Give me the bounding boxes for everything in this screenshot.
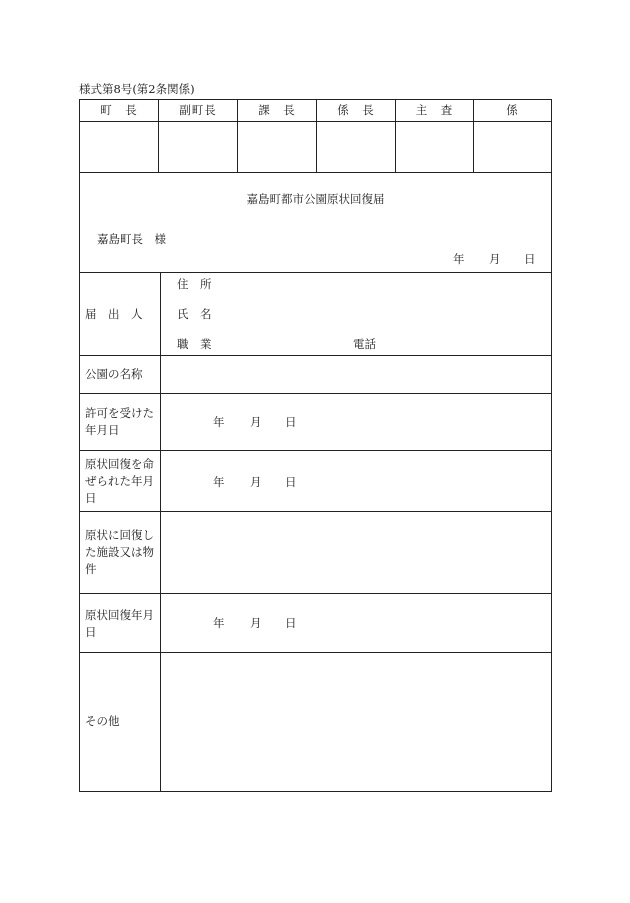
permit-date-label: 許可を受けた年月日	[85, 406, 154, 437]
restore-date-label: 原状回復年月日	[85, 608, 154, 639]
document-title: 嘉島町都市公園原状回復届	[246, 192, 385, 206]
approval-col-section-chief	[238, 100, 317, 172]
permit-date-label-cell	[80, 394, 161, 450]
order-day-label: 日	[285, 475, 297, 489]
occupation-label: 職 業	[177, 337, 212, 351]
restore-date-label-cell	[80, 594, 161, 652]
addressee: 嘉島町長 様	[97, 232, 166, 246]
park-name-label-cell	[80, 356, 161, 393]
name-label: 氏 名	[177, 307, 212, 321]
address-label: 住 所	[177, 277, 212, 291]
approval-header: 副町長	[159, 100, 237, 122]
restored-items-row	[80, 512, 551, 594]
other-row	[80, 653, 551, 791]
order-year-label: 年	[213, 475, 225, 489]
applicant-label-cell	[80, 272, 161, 355]
approval-header: 町 長	[80, 100, 158, 122]
date-month-label: 月	[489, 252, 501, 266]
permit-month-label: 月	[250, 415, 262, 429]
phone-label: 電話	[353, 337, 376, 351]
other-label: その他	[85, 714, 120, 728]
date-year-label: 年	[453, 252, 465, 266]
restored-items-label-cell	[80, 512, 161, 593]
form-frame	[79, 99, 552, 792]
permit-year-label: 年	[213, 415, 225, 429]
permit-date-row	[80, 394, 551, 451]
restore-date-row	[80, 594, 551, 653]
permit-day-label: 日	[285, 415, 297, 429]
restore-year-label: 年	[213, 616, 225, 630]
approval-col-mayor	[80, 100, 159, 172]
applicant-label: 届 出 人	[85, 307, 143, 321]
approval-header: 課 長	[238, 100, 316, 122]
restore-day-label: 日	[285, 616, 297, 630]
approval-header: 主 査	[396, 100, 473, 122]
applicant-row	[80, 272, 551, 356]
park-name-row	[80, 356, 551, 394]
approval-header: 係 長	[317, 100, 395, 122]
form-number: 様式第8号(第2条関係)	[79, 82, 195, 96]
approval-table	[80, 100, 551, 173]
order-month-label: 月	[250, 475, 262, 489]
approval-col-inspector	[396, 100, 474, 172]
order-date-row	[80, 451, 551, 512]
restored-items-label: 原状に回復した施設又は物件	[85, 528, 154, 576]
restore-month-label: 月	[250, 616, 262, 630]
approval-col-subsection-chief	[317, 100, 396, 172]
other-label-cell	[80, 653, 161, 791]
approval-col-staff	[474, 100, 551, 172]
approval-col-deputy-mayor	[159, 100, 238, 172]
date-day-label: 日	[524, 252, 536, 266]
order-date-label: 原状回復を命ぜられた年月日	[85, 457, 154, 505]
park-name-label: 公園の名称	[85, 367, 143, 381]
approval-header: 係	[474, 100, 551, 122]
order-date-label-cell	[80, 451, 161, 511]
title-block	[80, 172, 551, 273]
